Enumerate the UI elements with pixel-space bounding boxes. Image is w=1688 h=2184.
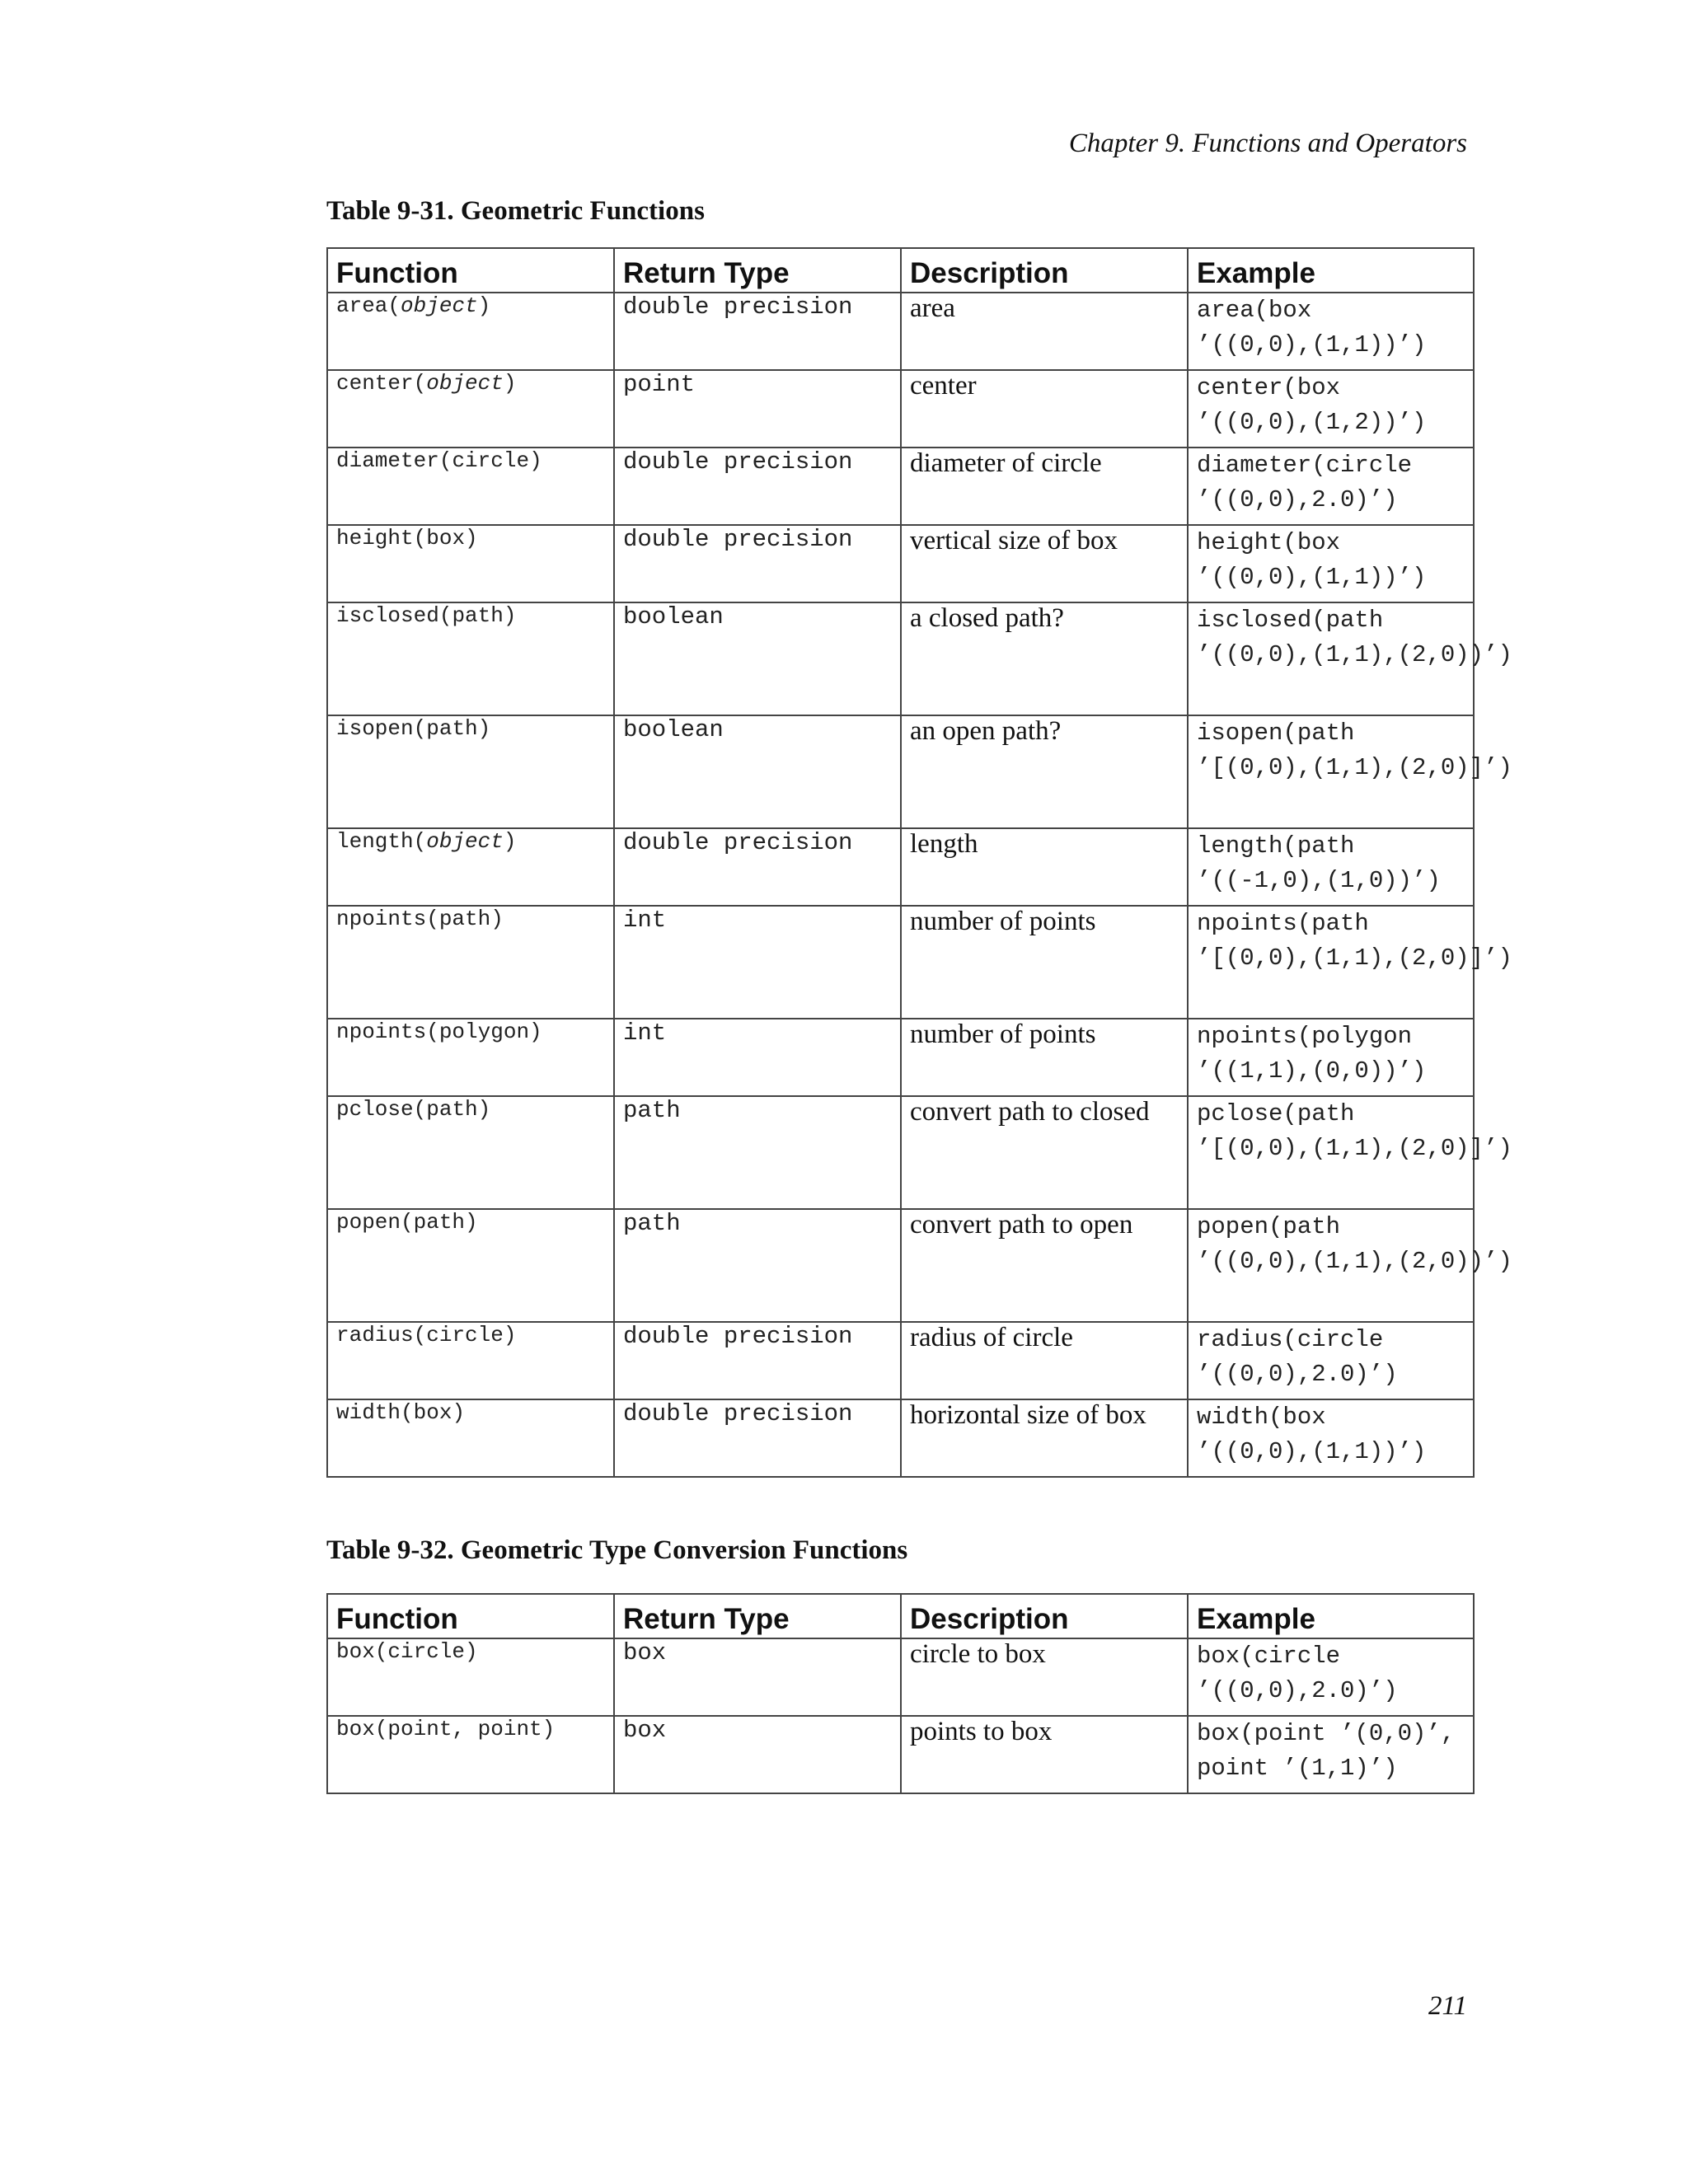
return-type-cell: boolean bbox=[614, 715, 901, 828]
table-row bbox=[327, 1096, 1474, 1209]
return-type-cell: double precision bbox=[614, 448, 901, 525]
table2-caption: Table 9-32. Geometric Type Conversion Functions bbox=[326, 1535, 908, 1565]
function-cell: box(point, point) bbox=[327, 1716, 614, 1793]
return-type-cell: double precision bbox=[614, 1399, 901, 1477]
return-type-cell: double precision bbox=[614, 828, 901, 906]
geometric-functions-table bbox=[326, 247, 1512, 1478]
function-cell: pclose(path) bbox=[327, 1096, 614, 1209]
column-header-function: Function bbox=[327, 1594, 614, 1638]
function-cell: area(object) bbox=[327, 293, 614, 370]
example-cell: npoints(polygon ’((1,1),(0,0))’) bbox=[1188, 1019, 1474, 1096]
column-header-description: Description bbox=[901, 1594, 1188, 1638]
column-header-example: Example bbox=[1188, 1594, 1474, 1638]
example-cell: box(point ’(0,0)’, point ’(1,1)’) bbox=[1188, 1716, 1474, 1793]
description-cell: center bbox=[901, 370, 1188, 448]
function-cell: popen(path) bbox=[327, 1209, 614, 1322]
example-cell: isopen(path ’[(0,0),(1,1),(2,0)]’) bbox=[1188, 715, 1474, 828]
table-row bbox=[327, 906, 1474, 1019]
function-cell: npoints(path) bbox=[327, 906, 614, 1019]
description-cell: number of points bbox=[901, 906, 1188, 1019]
return-type-cell: boolean bbox=[614, 602, 901, 715]
column-header-return-type: Return Type bbox=[614, 248, 901, 293]
example-cell: radius(circle ’((0,0),2.0)’) bbox=[1188, 1322, 1474, 1399]
column-header-return-type: Return Type bbox=[614, 1594, 901, 1638]
column-header-function: Function bbox=[327, 248, 614, 293]
description-cell: points to box bbox=[901, 1716, 1188, 1793]
function-cell: npoints(polygon) bbox=[327, 1019, 614, 1096]
return-type-cell: double precision bbox=[614, 293, 901, 370]
table-header-row bbox=[327, 1594, 1474, 1638]
example-cell: diameter(circle ’((0,0),2.0)’) bbox=[1188, 448, 1474, 525]
table-row bbox=[327, 602, 1474, 715]
running-header: Chapter 9. Functions and Operators bbox=[1068, 129, 1467, 158]
description-cell: radius of circle bbox=[901, 1322, 1188, 1399]
table-header-row bbox=[327, 248, 1474, 293]
example-cell: box(circle ’((0,0),2.0)’) bbox=[1188, 1638, 1474, 1716]
description-cell: a closed path? bbox=[901, 602, 1188, 715]
return-type-cell: int bbox=[614, 906, 901, 1019]
function-cell: width(box) bbox=[327, 1399, 614, 1477]
example-cell: length(path ’((-1,0),(1,0))’) bbox=[1188, 828, 1474, 906]
return-type-cell: point bbox=[614, 370, 901, 448]
function-cell: center(object) bbox=[327, 370, 614, 448]
column-header-example: Example bbox=[1188, 248, 1474, 293]
example-cell: center(box ’((0,0),(1,2))’) bbox=[1188, 370, 1474, 448]
description-cell: number of points bbox=[901, 1019, 1188, 1096]
example-cell: width(box ’((0,0),(1,1))’) bbox=[1188, 1399, 1474, 1477]
function-cell: box(circle) bbox=[327, 1638, 614, 1716]
table-row bbox=[327, 293, 1474, 370]
function-cell: radius(circle) bbox=[327, 1322, 614, 1399]
description-cell: length bbox=[901, 828, 1188, 906]
example-cell: npoints(path ’[(0,0),(1,1),(2,0)]’) bbox=[1188, 906, 1474, 1019]
table-row bbox=[327, 370, 1474, 448]
function-cell: length(object) bbox=[327, 828, 614, 906]
table-row bbox=[327, 1209, 1474, 1322]
table1-caption: Table 9-31. Geometric Functions bbox=[326, 196, 705, 226]
table-row bbox=[327, 1638, 1474, 1716]
function-cell: height(box) bbox=[327, 525, 614, 602]
example-cell: area(box ’((0,0),(1,1))’) bbox=[1188, 293, 1474, 370]
return-type-cell: double precision bbox=[614, 525, 901, 602]
description-cell: diameter of circle bbox=[901, 448, 1188, 525]
example-cell: pclose(path ’[(0,0),(1,1),(2,0)]’) bbox=[1188, 1096, 1474, 1209]
return-type-cell: path bbox=[614, 1209, 901, 1322]
example-cell: height(box ’((0,0),(1,1))’) bbox=[1188, 525, 1474, 602]
description-cell: convert path to closed bbox=[901, 1096, 1188, 1209]
table-row bbox=[327, 1322, 1474, 1399]
return-type-cell: box bbox=[614, 1716, 901, 1793]
table-row bbox=[327, 715, 1474, 828]
description-cell: an open path? bbox=[901, 715, 1188, 828]
table-row bbox=[327, 828, 1474, 906]
table-row bbox=[327, 1399, 1474, 1477]
table-row bbox=[327, 525, 1474, 602]
description-cell: circle to box bbox=[901, 1638, 1188, 1716]
geometric-type-conversion-table bbox=[326, 1593, 1475, 1794]
description-cell: horizontal size of box bbox=[901, 1399, 1188, 1477]
description-cell: area bbox=[901, 293, 1188, 370]
function-cell: isopen(path) bbox=[327, 715, 614, 828]
function-cell: isclosed(path) bbox=[327, 602, 614, 715]
return-type-cell: double precision bbox=[614, 1322, 901, 1399]
description-cell: vertical size of box bbox=[901, 525, 1188, 602]
table-row bbox=[327, 1019, 1474, 1096]
return-type-cell: int bbox=[614, 1019, 901, 1096]
page-number: 211 bbox=[1428, 1991, 1467, 2021]
table-row bbox=[327, 1716, 1474, 1793]
description-cell: convert path to open bbox=[901, 1209, 1188, 1322]
return-type-cell: box bbox=[614, 1638, 901, 1716]
table-row bbox=[327, 448, 1474, 525]
function-cell: diameter(circle) bbox=[327, 448, 614, 525]
return-type-cell: path bbox=[614, 1096, 901, 1209]
example-cell: popen(path ’((0,0),(1,1),(2,0))’) bbox=[1188, 1209, 1474, 1322]
column-header-description: Description bbox=[901, 248, 1188, 293]
example-cell: isclosed(path ’((0,0),(1,1),(2,0))’) bbox=[1188, 602, 1474, 715]
